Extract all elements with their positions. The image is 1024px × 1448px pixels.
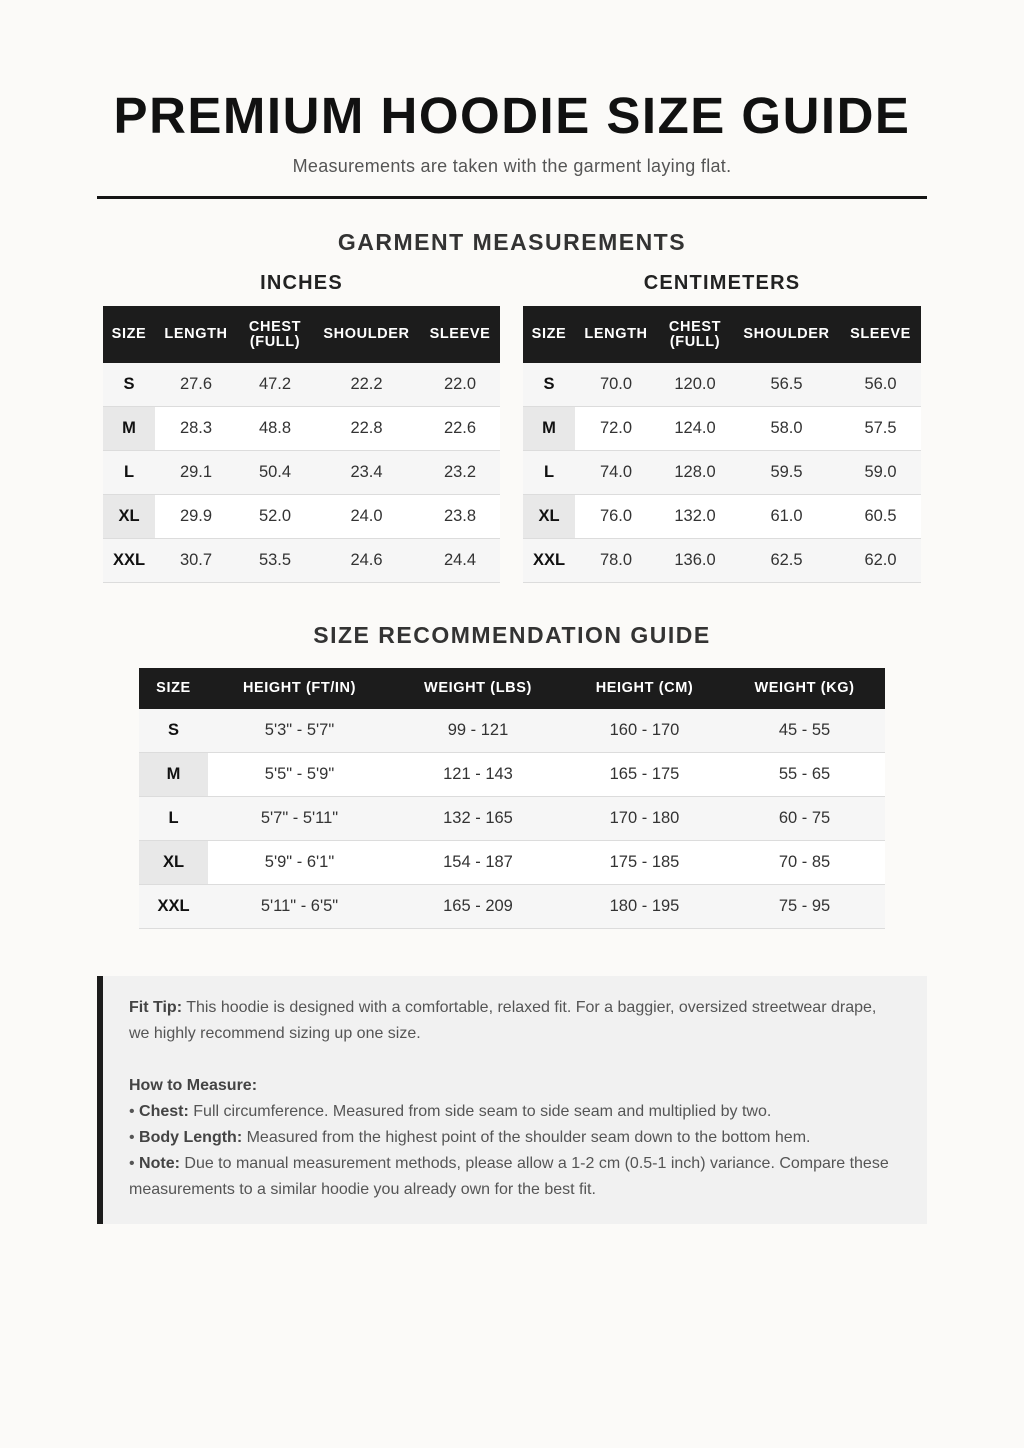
table-cell: 55 - 65 <box>724 753 885 797</box>
header-divider <box>97 196 927 199</box>
table-row <box>523 539 921 583</box>
size-cell: XXL <box>139 885 208 929</box>
size-cell: M <box>103 407 155 451</box>
size-cell: XXL <box>103 539 155 583</box>
table-row <box>139 797 885 841</box>
column-header: SIZE <box>139 668 208 709</box>
table-cell: 74.0 <box>575 451 657 495</box>
table-cell: 56.5 <box>733 363 840 407</box>
fit-tip <box>129 995 897 1047</box>
size-cell: XL <box>103 495 155 539</box>
table-cell: 76.0 <box>575 495 657 539</box>
table-cell: 53.5 <box>237 539 313 583</box>
table-row <box>139 753 885 797</box>
column-header: SLEEVE <box>840 306 921 363</box>
column-header: WEIGHT (KG) <box>724 668 885 709</box>
table-cell: 62.0 <box>840 539 921 583</box>
table-cell: 23.8 <box>420 495 500 539</box>
column-header: SIZE <box>523 306 575 363</box>
table-cell: 45 - 55 <box>724 709 885 753</box>
measure-item-body-length: • Body Length: Measured from the highest point of the shoulder seam down to the bottom hem. <box>129 1129 811 1146</box>
inches-heading: INCHES <box>260 272 343 294</box>
table-cell: 78.0 <box>575 539 657 583</box>
table-cell: 23.2 <box>420 451 500 495</box>
table-cell: 75 - 95 <box>724 885 885 929</box>
table-header-row <box>139 668 885 709</box>
table-header-row <box>523 306 921 363</box>
column-header: SHOULDER <box>313 306 420 363</box>
centimeters-table <box>523 306 921 583</box>
column-header: LENGTH <box>575 306 657 363</box>
table-cell: 5'5" - 5'9" <box>208 753 391 797</box>
measure-item-chest: • Chest: Full circumference. Measured from side seam to side seam and multiplied by two. <box>129 1103 772 1120</box>
table-cell: 48.8 <box>237 407 313 451</box>
table-cell: 160 - 170 <box>565 709 724 753</box>
column-header: CHEST (FULL) <box>657 306 733 363</box>
table-cell: 132.0 <box>657 495 733 539</box>
table-cell: 29.9 <box>155 495 237 539</box>
column-header: SIZE <box>103 306 155 363</box>
size-cell: L <box>523 451 575 495</box>
table-cell: 136.0 <box>657 539 733 583</box>
table-cell: 22.8 <box>313 407 420 451</box>
table-cell: 24.6 <box>313 539 420 583</box>
table-cell: 28.3 <box>155 407 237 451</box>
table-cell: 47.2 <box>237 363 313 407</box>
table-cell: 128.0 <box>657 451 733 495</box>
inches-table <box>103 306 500 583</box>
column-header: SLEEVE <box>420 306 500 363</box>
table-cell: 60.5 <box>840 495 921 539</box>
table-row <box>103 495 500 539</box>
table-cell: 23.4 <box>313 451 420 495</box>
size-cell: L <box>139 797 208 841</box>
size-cell: XL <box>523 495 575 539</box>
table-cell: 175 - 185 <box>565 841 724 885</box>
table-cell: 165 - 209 <box>391 885 565 929</box>
table-row <box>523 451 921 495</box>
table-cell: 59.0 <box>840 451 921 495</box>
size-recommendation-table <box>139 668 885 929</box>
table-row <box>523 495 921 539</box>
table-cell: 22.6 <box>420 407 500 451</box>
table-cell: 154 - 187 <box>391 841 565 885</box>
column-header: SHOULDER <box>733 306 840 363</box>
table-cell: 165 - 175 <box>565 753 724 797</box>
fit-tips-box <box>97 976 927 1224</box>
size-cell: XXL <box>523 539 575 583</box>
table-cell: 52.0 <box>237 495 313 539</box>
table-cell: 99 - 121 <box>391 709 565 753</box>
table-header-row <box>103 306 500 363</box>
table-row <box>103 451 500 495</box>
table-row <box>139 841 885 885</box>
table-cell: 58.0 <box>733 407 840 451</box>
column-header: LENGTH <box>155 306 237 363</box>
table-cell: 61.0 <box>733 495 840 539</box>
column-header: CHEST (FULL) <box>237 306 313 363</box>
table-cell: 70.0 <box>575 363 657 407</box>
table-cell: 72.0 <box>575 407 657 451</box>
fit-tip-text: This hoodie is designed with a comfortable, relaxed fit. For a baggier, oversized streetwear drape, we highly recommend sizing up one size. <box>129 999 877 1042</box>
table-cell: 22.0 <box>420 363 500 407</box>
page-title: PREMIUM HOODIE SIZE GUIDE <box>113 87 911 144</box>
column-header: HEIGHT (CM) <box>565 668 724 709</box>
table-cell: 62.5 <box>733 539 840 583</box>
table-cell: 60 - 75 <box>724 797 885 841</box>
table-cell: 22.2 <box>313 363 420 407</box>
table-cell: 57.5 <box>840 407 921 451</box>
fit-tip-label: Fit Tip: <box>129 999 183 1016</box>
table-cell: 24.4 <box>420 539 500 583</box>
table-cell: 56.0 <box>840 363 921 407</box>
table-row <box>139 709 885 753</box>
column-header: HEIGHT (FT/IN) <box>208 668 391 709</box>
table-cell: 70 - 85 <box>724 841 885 885</box>
table-cell: 5'3" - 5'7" <box>208 709 391 753</box>
table-row <box>103 539 500 583</box>
size-cell: L <box>103 451 155 495</box>
measure-item-note: • Note: Due to manual measurement methods, please allow a 1-2 cm (0.5-1 inch) variance. Compare these measurements to a similar hoodie you already own for the best fit. <box>129 1155 889 1198</box>
table-row <box>103 363 500 407</box>
table-cell: 27.6 <box>155 363 237 407</box>
size-cell: M <box>139 753 208 797</box>
page-subtitle: Measurements are taken with the garment laying flat. <box>292 156 732 176</box>
table-cell: 59.5 <box>733 451 840 495</box>
centimeters-heading: CENTIMETERS <box>643 272 801 294</box>
table-cell: 132 - 165 <box>391 797 565 841</box>
table-row <box>523 363 921 407</box>
table-cell: 30.7 <box>155 539 237 583</box>
table-cell: 24.0 <box>313 495 420 539</box>
table-row <box>139 885 885 929</box>
table-cell: 124.0 <box>657 407 733 451</box>
table-cell: 121 - 143 <box>391 753 565 797</box>
column-header: WEIGHT (LBS) <box>391 668 565 709</box>
table-cell: 29.1 <box>155 451 237 495</box>
size-cell: S <box>103 363 155 407</box>
table-cell: 170 - 180 <box>565 797 724 841</box>
table-cell: 50.4 <box>237 451 313 495</box>
size-cell: S <box>139 709 208 753</box>
size-cell: M <box>523 407 575 451</box>
size-recommendation-heading: SIZE RECOMMENDATION GUIDE <box>313 622 711 648</box>
size-cell: S <box>523 363 575 407</box>
table-cell: 5'9" - 6'1" <box>208 841 391 885</box>
table-row <box>523 407 921 451</box>
table-cell: 120.0 <box>657 363 733 407</box>
how-to-measure-label: How to Measure: <box>129 1077 258 1094</box>
table-cell: 5'11" - 6'5" <box>208 885 391 929</box>
table-row <box>103 407 500 451</box>
size-cell: XL <box>139 841 208 885</box>
table-cell: 180 - 195 <box>565 885 724 929</box>
table-cell: 5'7" - 5'11" <box>208 797 391 841</box>
garment-measurements-heading: GARMENT MEASUREMENTS <box>337 229 687 255</box>
